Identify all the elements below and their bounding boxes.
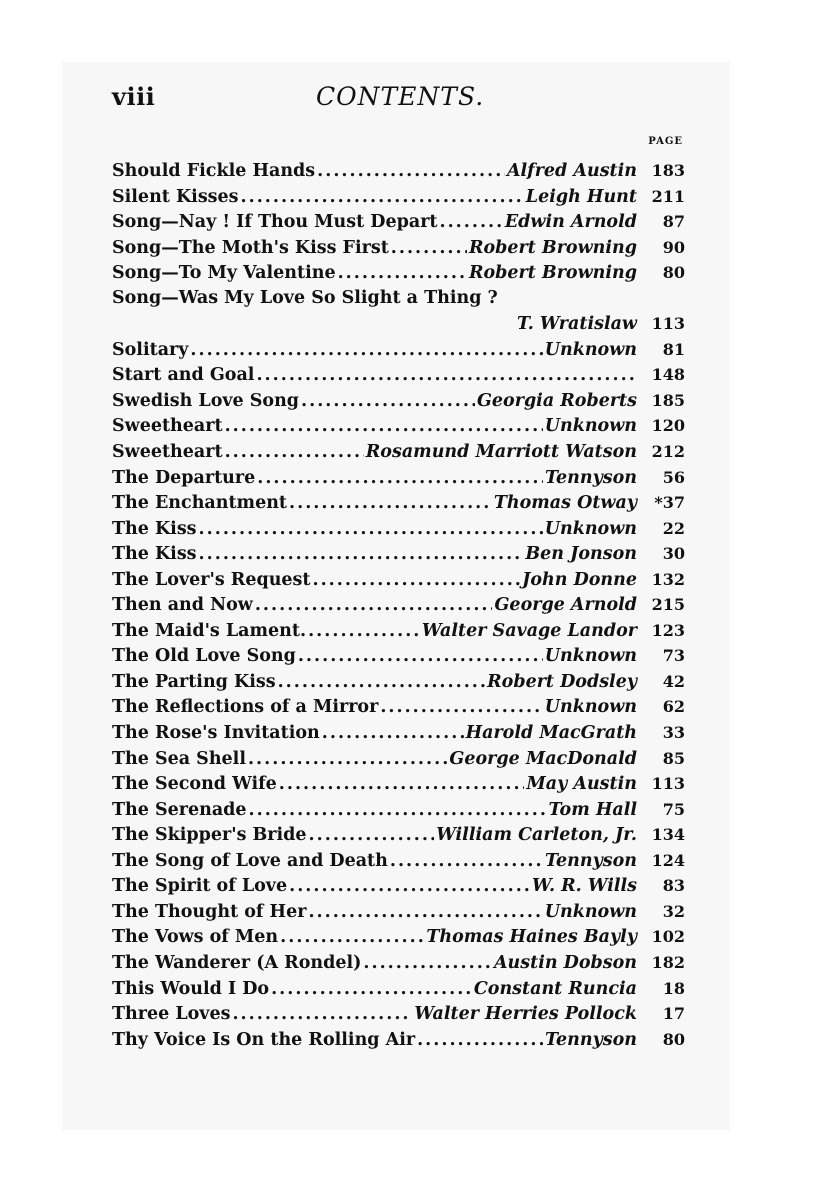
toc-entry-page: 22 bbox=[662, 518, 685, 538]
toc-entry-continuation bbox=[112, 311, 685, 337]
dot-leader bbox=[289, 491, 492, 517]
toc-entry bbox=[112, 567, 685, 593]
toc-entry bbox=[112, 516, 685, 542]
page-header bbox=[112, 82, 682, 122]
toc-entry-title: The Serenade bbox=[112, 799, 247, 820]
dot-leader bbox=[301, 389, 475, 415]
dot-leader bbox=[241, 185, 524, 211]
toc-entry-title: The Kiss bbox=[112, 544, 197, 565]
toc-entry-author: Robert Dodsley bbox=[487, 671, 637, 692]
toc-entry-page: 42 bbox=[662, 671, 685, 691]
toc-entry-author: Constant Runcia bbox=[473, 978, 637, 999]
toc-entry-author: Edwin Arnold bbox=[504, 212, 637, 233]
toc-entry bbox=[112, 490, 685, 516]
dot-leader bbox=[322, 721, 464, 747]
toc-entry-title: Sweetheart bbox=[112, 442, 223, 463]
toc-entry bbox=[112, 694, 685, 720]
toc-entry-author: Alfred Austin bbox=[506, 161, 637, 181]
toc-entry bbox=[112, 235, 685, 261]
toc-entry-page: 17 bbox=[662, 1004, 685, 1024]
dot-leader bbox=[232, 1002, 412, 1028]
toc-entry-page: 120 bbox=[651, 416, 685, 436]
toc-entry-title: Song—To My Valentine bbox=[112, 263, 336, 284]
toc-entry-page: 113 bbox=[651, 774, 685, 794]
toc-entry bbox=[112, 643, 685, 669]
dot-leader bbox=[289, 874, 530, 900]
toc-entry-title: Song—Nay ! If Thou Must Depart bbox=[112, 212, 438, 233]
toc-entry-title: Then and Now bbox=[112, 595, 253, 616]
toc-entry bbox=[112, 746, 685, 772]
toc-entry bbox=[112, 873, 685, 899]
toc-entry-title: The Spirit of Love bbox=[112, 876, 288, 897]
toc-entry-title: The Maid's Lament. bbox=[112, 620, 307, 641]
toc-entry-author: William Carleton, Jr. bbox=[436, 825, 637, 846]
toc-entry-title: The Second Wife bbox=[112, 774, 277, 795]
toc-entry-page: 132 bbox=[651, 569, 685, 589]
toc-entry-author: Tom Hall bbox=[548, 799, 637, 820]
toc-entry-title: Should Fickle Hands bbox=[112, 161, 316, 181]
toc-entry-author: Leigh Hunt bbox=[525, 186, 637, 207]
dot-leader bbox=[380, 695, 542, 721]
toc-entry-page: 134 bbox=[651, 825, 685, 845]
toc-entry-author: George Arnold bbox=[494, 595, 637, 616]
toc-entry bbox=[112, 848, 685, 874]
toc-entry-author: Unknown bbox=[544, 697, 637, 718]
toc-entry-author: Rosamund Marriott Watson bbox=[365, 442, 637, 463]
toc-entry-page: 90 bbox=[662, 237, 685, 257]
toc-entry-page: 182 bbox=[651, 952, 685, 972]
toc-entry-author: Robert Browning bbox=[468, 237, 637, 258]
toc-entry-title: Silent Kisses bbox=[112, 186, 239, 207]
toc-entry-author: Robert Browning bbox=[468, 263, 637, 284]
toc-entry-author: Tennyson bbox=[544, 1029, 637, 1050]
dot-leader bbox=[255, 593, 493, 619]
toc-entry bbox=[112, 720, 685, 746]
toc-entry bbox=[112, 439, 685, 465]
toc-entry bbox=[112, 1001, 685, 1027]
toc-entry-author: John Donne bbox=[522, 569, 637, 590]
toc-entry-author: George MacDonald bbox=[449, 748, 637, 769]
toc-entry-page: 32 bbox=[662, 901, 685, 921]
dot-leader bbox=[390, 849, 543, 875]
dot-leader bbox=[248, 747, 447, 773]
toc-entry-page: 56 bbox=[662, 467, 685, 487]
toc-entry-title: Solitary bbox=[112, 339, 189, 360]
toc-entry-title: Thy Voice Is On the Rolling Air bbox=[112, 1029, 416, 1050]
toc-entry-page: 81 bbox=[662, 339, 685, 359]
toc-entry-author: Unknown bbox=[544, 646, 637, 667]
toc-entry bbox=[112, 184, 685, 210]
toc-entry-page: 83 bbox=[662, 876, 685, 896]
dot-leader bbox=[417, 1028, 543, 1054]
toc-entry bbox=[112, 771, 685, 797]
toc-entry-page: 148 bbox=[651, 365, 685, 385]
toc-entry bbox=[112, 388, 685, 414]
toc-entry-title: Three Loves bbox=[112, 1004, 231, 1025]
toc-entry-title: The Vows of Men bbox=[112, 927, 279, 948]
toc-entry-title: The Enchantment bbox=[112, 493, 288, 514]
toc-entry-author: May Austin bbox=[526, 774, 637, 795]
toc-entry-page: 102 bbox=[651, 927, 685, 947]
toc-entry-title: The Song of Love and Death bbox=[112, 850, 388, 871]
toc-entry bbox=[112, 618, 685, 644]
toc-entry bbox=[112, 286, 685, 312]
toc-entry-page: 113 bbox=[651, 314, 685, 334]
dot-leader bbox=[338, 261, 467, 287]
toc-entry-author: Tennyson bbox=[544, 467, 637, 488]
dot-leader bbox=[308, 619, 420, 645]
dot-leader bbox=[440, 210, 503, 236]
dot-leader bbox=[256, 363, 635, 389]
toc-entry bbox=[112, 541, 685, 567]
dot-leader bbox=[278, 670, 486, 696]
toc-entry-author: Unknown bbox=[544, 901, 637, 922]
dot-leader bbox=[271, 977, 472, 1003]
dot-leader bbox=[317, 159, 505, 185]
dot-leader bbox=[199, 517, 543, 543]
toc-entry-title: The Wanderer (A Rondel) bbox=[112, 952, 362, 973]
toc-entry-page: 87 bbox=[662, 212, 685, 232]
dot-leader bbox=[225, 414, 543, 440]
toc-entry bbox=[112, 669, 685, 695]
toc-entry-title: The Skipper's Bride bbox=[112, 825, 307, 846]
dot-leader bbox=[298, 644, 543, 670]
toc-entry-title: Sweetheart bbox=[112, 416, 223, 437]
toc-entry bbox=[112, 797, 685, 823]
toc-entry-author: Walter Savage Landor bbox=[421, 620, 637, 641]
contents-list bbox=[112, 158, 685, 1052]
toc-entry-title: The Old Love Song bbox=[112, 646, 296, 667]
page-column-label: PAGE bbox=[648, 136, 683, 147]
toc-entry-author: Unknown bbox=[544, 518, 637, 539]
dot-leader bbox=[225, 440, 364, 466]
toc-entry-title: The Lover's Request bbox=[112, 569, 311, 590]
toc-entry-page: 80 bbox=[662, 1029, 685, 1049]
toc-entry-author: Thomas Otway bbox=[493, 493, 637, 514]
toc-entry-page: 215 bbox=[651, 595, 685, 615]
toc-entry-page: *37 bbox=[654, 493, 685, 513]
toc-entry-author: W. R. Wills bbox=[532, 876, 637, 897]
toc-entry bbox=[112, 209, 685, 235]
toc-entry bbox=[112, 592, 685, 618]
dot-leader bbox=[309, 823, 435, 849]
dot-leader bbox=[312, 568, 520, 594]
toc-entry bbox=[112, 1027, 685, 1053]
toc-entry-page: 75 bbox=[662, 799, 685, 819]
toc-entry-page: 124 bbox=[651, 850, 685, 870]
toc-entry-title: Swedish Love Song bbox=[112, 390, 300, 411]
toc-entry-title: This Would I Do bbox=[112, 978, 270, 999]
toc-entry-page: 33 bbox=[662, 723, 685, 743]
toc-entry-author: T. Wratislaw bbox=[516, 314, 637, 335]
toc-entry-author: Unknown bbox=[544, 416, 637, 437]
toc-entry-page: 185 bbox=[651, 390, 685, 410]
toc-entry bbox=[112, 950, 685, 976]
dot-leader bbox=[308, 900, 542, 926]
toc-entry bbox=[112, 260, 685, 286]
toc-entry-title: The Rose's Invitation bbox=[112, 723, 320, 744]
toc-entry-page: 123 bbox=[651, 620, 685, 640]
toc-entry-author: Georgia Roberts bbox=[476, 390, 637, 411]
dot-leader bbox=[249, 798, 547, 824]
toc-entry-author: Ben Jonson bbox=[525, 544, 637, 565]
toc-entry-author: Walter Herries Pollock bbox=[414, 1004, 637, 1025]
toc-entry bbox=[112, 337, 685, 363]
toc-entry-title: Song—Was My Love So Slight a Thing ? bbox=[112, 287, 498, 308]
toc-entry-author: Tennyson bbox=[544, 850, 637, 871]
page-number-folio: viii bbox=[112, 82, 156, 111]
toc-entry-title: The Departure bbox=[112, 467, 256, 488]
dot-leader bbox=[199, 542, 524, 568]
toc-entry-page: 30 bbox=[662, 544, 685, 564]
dot-leader bbox=[257, 466, 543, 492]
toc-entry bbox=[112, 899, 685, 925]
toc-entry-title: The Thought of Her bbox=[112, 901, 307, 922]
toc-entry-title: The Reflections of a Mirror bbox=[112, 697, 379, 718]
toc-entry bbox=[112, 976, 685, 1002]
toc-entry bbox=[112, 465, 685, 491]
toc-entry bbox=[112, 362, 685, 388]
dot-leader bbox=[391, 236, 467, 262]
dot-leader bbox=[279, 772, 525, 798]
toc-entry-author: Unknown bbox=[544, 339, 637, 360]
toc-entry-author: Thomas Haines Bayly bbox=[426, 927, 637, 948]
toc-entry bbox=[112, 822, 685, 848]
dot-leader bbox=[190, 338, 542, 364]
dot-leader bbox=[363, 951, 492, 977]
toc-entry-page: 73 bbox=[662, 646, 685, 666]
toc-entry-author: Harold MacGrath bbox=[465, 723, 637, 744]
toc-entry-title: The Parting Kiss bbox=[112, 671, 276, 692]
toc-entry bbox=[112, 158, 685, 184]
toc-entry bbox=[112, 924, 685, 950]
toc-entry-page: 211 bbox=[651, 186, 685, 206]
toc-entry bbox=[112, 413, 685, 439]
toc-entry-page: 183 bbox=[651, 161, 685, 180]
page-title: CONTENTS. bbox=[316, 82, 485, 111]
toc-entry-page: 18 bbox=[662, 978, 685, 998]
toc-entry-title: The Sea Shell bbox=[112, 748, 246, 769]
toc-entry-page: 62 bbox=[662, 697, 685, 717]
toc-entry-page: 85 bbox=[662, 748, 685, 768]
toc-entry-page: 212 bbox=[651, 442, 685, 462]
toc-entry-title: The Kiss bbox=[112, 518, 197, 539]
toc-entry-author: Austin Dobson bbox=[493, 952, 637, 973]
toc-entry-title: Start and Goal bbox=[112, 365, 255, 386]
toc-entry-page: 80 bbox=[662, 263, 685, 283]
dot-leader bbox=[280, 925, 424, 951]
toc-entry-title: Song—The Moth's Kiss First bbox=[112, 237, 389, 258]
